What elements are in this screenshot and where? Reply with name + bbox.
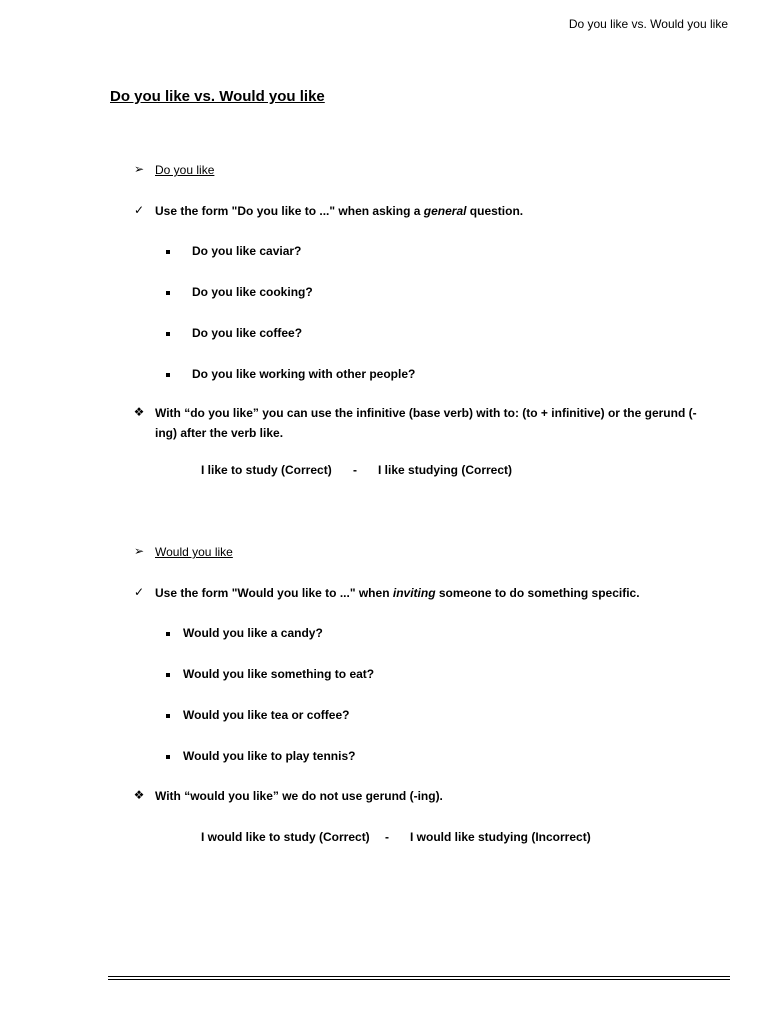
square-bullet-icon [160, 286, 176, 295]
diamond-bullet-icon: ❖ [133, 405, 145, 419]
square-bullet-icon [160, 627, 176, 636]
square-bullet-icon [160, 368, 176, 377]
arrow-bullet-icon: ➢ [133, 544, 145, 558]
check-bullet-icon: ✓ [133, 585, 145, 599]
check-bullet-icon: ✓ [133, 203, 145, 217]
example-item: Do you like cooking? [192, 285, 313, 299]
square-bullet-icon [160, 245, 176, 254]
example-pair-separator: - [385, 830, 389, 844]
example-item: Do you like working with other people? [192, 367, 416, 381]
section-heading-would-you-like: Would you like [155, 545, 233, 559]
example-pair-left: I like to study (Correct) [201, 463, 332, 477]
form-line-would-you-like: Use the form "Would you like to ..." when inviting someone to do something specific. [155, 586, 640, 600]
section-heading-do-you-like: Do you like [155, 163, 215, 177]
example-item: Do you like coffee? [192, 326, 303, 340]
footer-divider [108, 976, 730, 980]
square-bullet-icon [160, 750, 176, 759]
example-item: Would you like a candy? [183, 626, 323, 640]
example-item: Would you like something to eat? [183, 667, 375, 681]
arrow-bullet-icon: ➢ [133, 162, 145, 176]
page-title: Do you like vs. Would you like [110, 88, 325, 105]
note-would-you-like: With “would you like” we do not use gerund (-ing). [155, 789, 443, 803]
running-header: Do you like vs. Would you like [568, 17, 728, 31]
example-pair-separator: - [353, 463, 357, 477]
form-line-do-you-like: Use the form "Do you like to ..." when asking a general question. [155, 204, 524, 218]
square-bullet-icon [160, 709, 176, 718]
example-pair-right: I would like studying (Incorrect) [410, 830, 591, 844]
square-bullet-icon [160, 668, 176, 677]
example-item: Would you like to play tennis? [183, 749, 356, 763]
example-pair-left: I would like to study (Correct) [201, 830, 370, 844]
example-item: Would you like tea or coffee? [183, 708, 350, 722]
square-bullet-icon [160, 327, 176, 336]
example-item: Do you like caviar? [192, 244, 302, 258]
example-pair-right: I like studying (Correct) [378, 463, 513, 477]
diamond-bullet-icon: ❖ [133, 788, 145, 802]
note-do-you-like: With “do you like” you can use the infinitive (base verb) with to: (to + infinitive) or the gerund (-ing) after the verb like. [155, 406, 697, 440]
